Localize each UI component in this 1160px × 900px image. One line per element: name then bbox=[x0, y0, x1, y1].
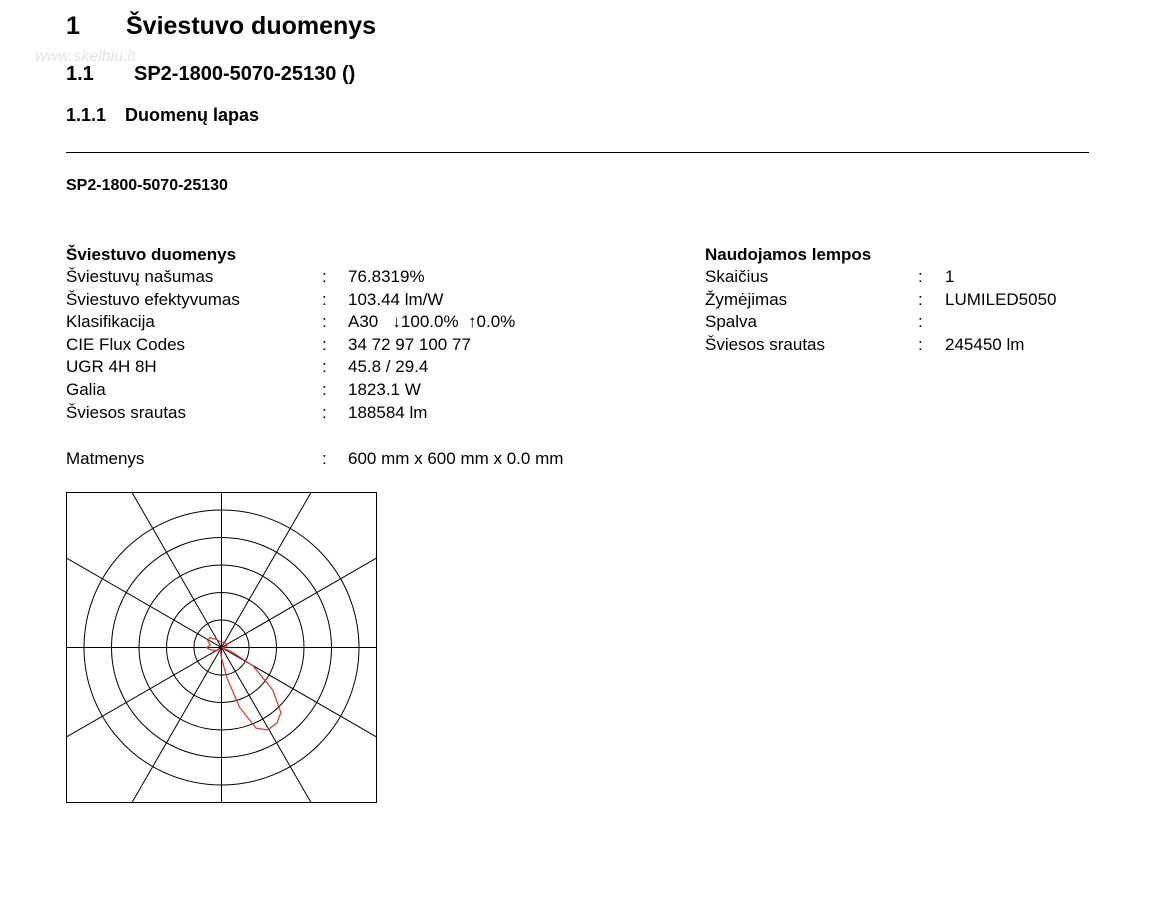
heading-1-title: Šviestuvo duomenys bbox=[126, 12, 377, 40]
dimensions-label: Matmenys bbox=[66, 449, 145, 468]
row-value: 45.8 / 29.4 bbox=[348, 357, 429, 376]
heading-3-title: Duomenų lapas bbox=[125, 105, 260, 125]
row-value: 1 bbox=[945, 267, 955, 286]
row-label: Šviesos srautas bbox=[66, 403, 186, 422]
row-label: Klasifikacija bbox=[66, 312, 155, 331]
lamps-data-title-text: Naudojamos lempos bbox=[705, 245, 872, 264]
row-colon: : bbox=[322, 335, 327, 354]
row-label: Galia bbox=[66, 380, 106, 399]
row-colon: : bbox=[918, 267, 923, 286]
row-label: Šviesos srautas bbox=[705, 335, 825, 354]
heading-2-number: 1.1 bbox=[66, 63, 94, 85]
row-value: 34 72 97 100 77 bbox=[348, 335, 471, 354]
row-label: UGR 4H 8H bbox=[66, 357, 157, 376]
row-value: A30 ↓100.0% ↑0.0% bbox=[348, 312, 516, 331]
row-value: 1823.1 W bbox=[348, 380, 421, 399]
row-colon: : bbox=[918, 290, 923, 309]
row-label: CIE Flux Codes bbox=[66, 335, 186, 354]
watermark: www.skelbiu.lt bbox=[35, 48, 136, 65]
row-colon: : bbox=[918, 312, 923, 331]
row-label: Spalva bbox=[705, 312, 757, 331]
row-colon: : bbox=[322, 267, 327, 286]
row-label: Skaičius bbox=[705, 267, 769, 286]
row-label: Žymėjimas bbox=[705, 290, 788, 309]
heading-1-number: 1 bbox=[66, 12, 80, 40]
row-colon: : bbox=[918, 335, 923, 354]
row-colon: : bbox=[322, 403, 327, 422]
row-colon: : bbox=[322, 357, 327, 376]
light-distribution-curve bbox=[207, 638, 281, 730]
luminaire-data-title-text: Šviestuvo duomenys bbox=[66, 245, 237, 264]
row-value: 103.44 lm/W bbox=[348, 290, 444, 309]
row-colon: : bbox=[322, 380, 327, 399]
row-label: Šviestuvų našumas bbox=[66, 267, 214, 286]
row-colon: : bbox=[322, 312, 327, 331]
heading-2-title: SP2-1800-5070-25130 () bbox=[134, 63, 356, 85]
row-colon: : bbox=[322, 290, 327, 309]
row-value: LUMILED5050 bbox=[945, 290, 1057, 309]
dimensions-value: 600 mm x 600 mm x 0.0 mm bbox=[348, 449, 564, 468]
product-code: SP2-1800-5070-25130 bbox=[66, 177, 228, 194]
row-label: Šviestuvo efektyvumas bbox=[66, 290, 240, 309]
row-value: 188584 lm bbox=[348, 403, 428, 422]
heading-3-number: 1.1.1 bbox=[66, 105, 107, 125]
row-value: 76.8319% bbox=[348, 267, 425, 286]
row-value: 245450 lm bbox=[945, 335, 1025, 354]
row-colon: : bbox=[322, 449, 327, 468]
